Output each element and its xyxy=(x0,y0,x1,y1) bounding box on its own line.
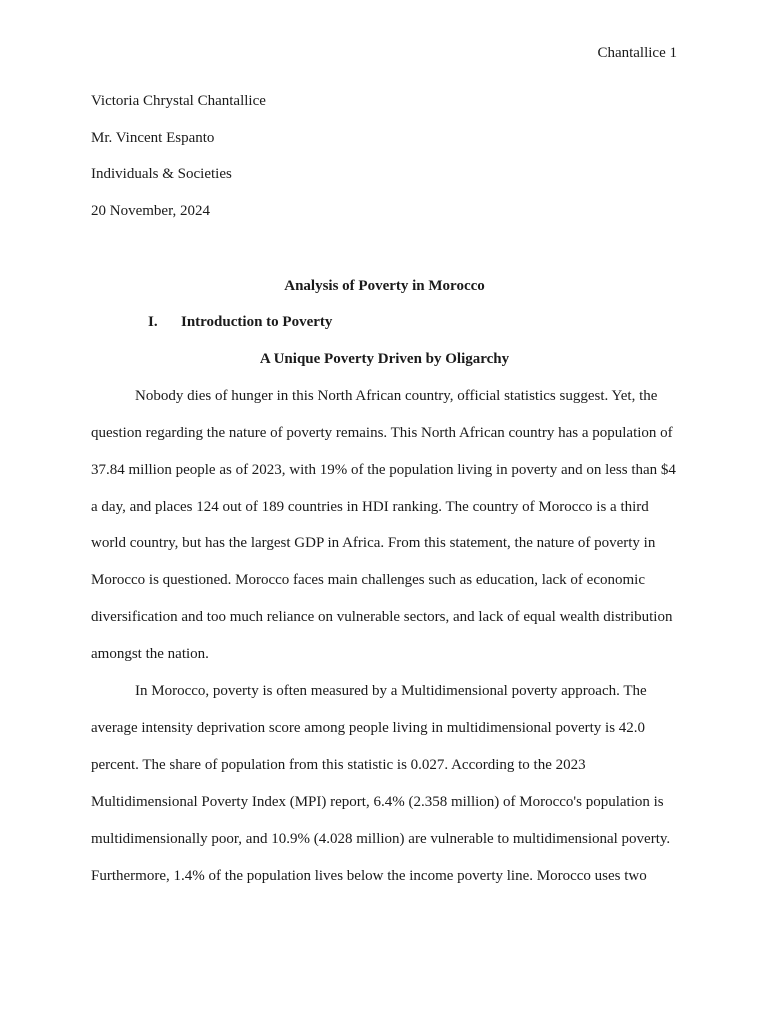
course-name: Individuals & Societies xyxy=(91,166,232,183)
section-title: Introduction to Poverty xyxy=(181,314,333,331)
body-paragraph: In Morocco, poverty is often measured by a Multidimensional poverty approach. The average intensity deprivation score among people living in multidimensional poverty is 42.0 percent. The share of population from this statistic is 0.027. According to the 2023 Multidimensional Poverty Index (MPI) report, 6.4% (2.358 million) of Morocco's population is multidimensionally poor, and 10.9% (4.028 million) are vulnerable to multidimensional poverty. Furthermore, 1.4% of the population lives below the income poverty line. Morocco uses two xyxy=(91,683,671,884)
section-number: I. xyxy=(148,314,158,331)
document-date: 20 November, 2024 xyxy=(91,203,210,220)
section-heading xyxy=(91,313,678,331)
document-body xyxy=(91,92,678,895)
document-title: Analysis of Poverty in Morocco xyxy=(284,277,485,294)
instructor-name: Mr. Vincent Espanto xyxy=(91,129,215,146)
body-paragraph: Nobody dies of hunger in this North African country, official statistics suggest. Yet, the question regarding the nature of poverty remains. This North African country has a population of 37.84 million people as of 2023, with 19% of the population living in poverty and on less than $4 a day, and places 124 out of 189 countries in HDI ranking. The country of Morocco is a third world country, but has the largest GDP in Africa. From this statement, the nature of poverty in Morocco is questioned. Morocco faces main challenges such as education, lack of economic diversification and too much reliance on vulnerable sectors, and lack of equal wealth distribution amongst the nation. xyxy=(91,387,676,663)
author-name: Victoria Chrystal Chantallice xyxy=(91,93,266,109)
running-head: Chantallice 1 xyxy=(597,45,677,61)
spacer xyxy=(91,239,678,277)
section-subtitle: A Unique Poverty Driven by Oligarchy xyxy=(259,351,510,368)
